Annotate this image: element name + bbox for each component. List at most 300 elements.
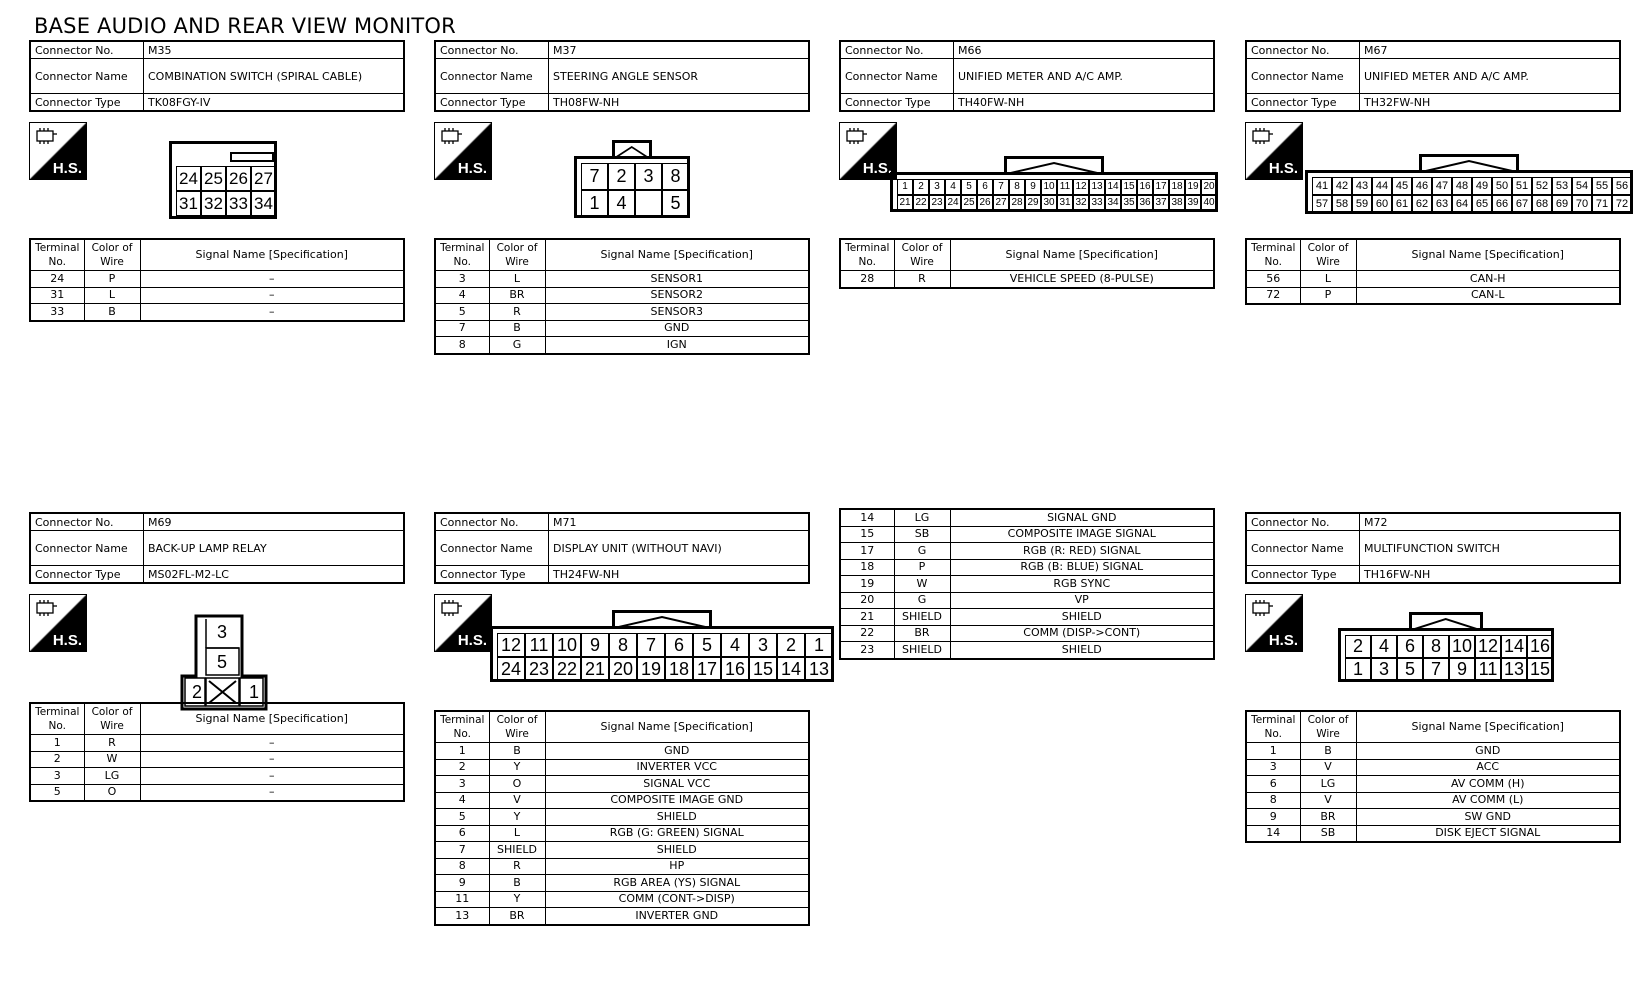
connector-pictogram-icon bbox=[1250, 126, 1274, 146]
pin-cell: 6 bbox=[977, 179, 993, 195]
wire-color-cell: W bbox=[84, 751, 140, 768]
connector-name-label: Connector Name bbox=[1246, 59, 1360, 94]
connector-type-value: TH24FW-NH bbox=[549, 566, 810, 584]
signal-cell: SENSOR1 bbox=[545, 271, 809, 288]
pin-cell: 26 bbox=[977, 195, 993, 211]
wire-color-cell: L bbox=[489, 271, 545, 288]
pin-cell: 12 bbox=[1073, 179, 1089, 195]
table-row bbox=[1246, 825, 1620, 842]
pin-cell: 22 bbox=[553, 657, 581, 681]
wire-color-cell: V bbox=[1300, 792, 1356, 809]
harness-side-icon bbox=[29, 594, 87, 652]
wire-color-cell: G bbox=[489, 337, 545, 354]
terminal-cell: 21 bbox=[840, 609, 894, 626]
terminal-cell: 2 bbox=[30, 751, 84, 768]
terminal-cell: 24 bbox=[30, 271, 84, 288]
terminal-cell: 56 bbox=[1246, 271, 1300, 288]
signal-cell: HP bbox=[545, 858, 809, 875]
pin-label: 5 bbox=[216, 652, 227, 672]
wire-color-cell: R bbox=[489, 304, 545, 321]
connector-header-table bbox=[29, 512, 405, 584]
wire-color-cell: G bbox=[894, 592, 950, 609]
terminal-no-header: Terminal No. bbox=[1246, 711, 1300, 743]
pin-cell: 28 bbox=[1009, 195, 1025, 211]
pin-cell: 24 bbox=[497, 657, 525, 681]
terminal-cell: 2 bbox=[435, 759, 489, 776]
table-row bbox=[435, 875, 809, 892]
harness-side-icon bbox=[1245, 122, 1303, 180]
table-row bbox=[435, 891, 809, 908]
connector-name-value: BACK-UP LAMP RELAY bbox=[144, 531, 405, 566]
table-row bbox=[30, 271, 404, 288]
pin-cell: 12 bbox=[497, 633, 525, 657]
pin-cell: 15 bbox=[1527, 658, 1553, 681]
terminal-cell: 6 bbox=[1246, 776, 1300, 793]
table-row bbox=[435, 842, 809, 859]
connector-face-diagram bbox=[1338, 612, 1554, 684]
connector-type-row bbox=[1246, 566, 1620, 584]
signal-table bbox=[434, 238, 810, 355]
table-row bbox=[435, 858, 809, 875]
table-row bbox=[1246, 776, 1620, 793]
pin-cell: 7 bbox=[637, 633, 665, 657]
pin-cell: 62 bbox=[1412, 195, 1432, 213]
signal-table-header bbox=[840, 239, 1214, 271]
pin-cell: 33 bbox=[1089, 195, 1105, 211]
pin-cell: 35 bbox=[1121, 195, 1137, 211]
pin-cell: 39 bbox=[1185, 195, 1201, 211]
wire-color-cell: G bbox=[894, 543, 950, 560]
pin-cell: 10 bbox=[1449, 635, 1475, 658]
table-row bbox=[435, 792, 809, 809]
connector-block-m71 bbox=[434, 512, 830, 922]
terminal-cell: 1 bbox=[435, 743, 489, 760]
connector-type-value: MS02FL-M2-LC bbox=[144, 566, 405, 584]
pin-cell: 20 bbox=[1201, 179, 1217, 195]
table-row bbox=[1246, 792, 1620, 809]
hs-label: H.S. bbox=[862, 160, 892, 177]
signal-name-header: Signal Name [Specification] bbox=[1356, 711, 1620, 743]
pin-cell: 9 bbox=[1025, 179, 1041, 195]
connector-name-value: STEERING ANGLE SENSOR bbox=[549, 59, 810, 94]
wire-color-cell: BR bbox=[489, 908, 545, 925]
signal-cell: CAN-L bbox=[1356, 287, 1620, 304]
signal-name-header: Signal Name [Specification] bbox=[140, 703, 404, 735]
pin-cell: 64 bbox=[1452, 195, 1472, 213]
terminal-cell: 13 bbox=[435, 908, 489, 925]
connector-block-m67 bbox=[1245, 40, 1629, 302]
terminal-cell: 1 bbox=[1246, 743, 1300, 760]
terminal-cell: 8 bbox=[435, 858, 489, 875]
hs-label: H.S. bbox=[457, 632, 487, 649]
signal-cell: RGB (G: GREEN) SIGNAL bbox=[545, 825, 809, 842]
pin-cell: 18 bbox=[1169, 179, 1185, 195]
terminal-cell: 6 bbox=[435, 825, 489, 842]
signal-table bbox=[1245, 238, 1621, 305]
hs-label: H.S. bbox=[1268, 632, 1298, 649]
connector-type-value: TH16FW-NH bbox=[1360, 566, 1621, 584]
pin-cell: 37 bbox=[1153, 195, 1169, 211]
pin-cell: 68 bbox=[1532, 195, 1552, 213]
connector-name-row bbox=[1246, 59, 1620, 94]
pin-cell bbox=[635, 190, 662, 217]
table-row bbox=[1246, 759, 1620, 776]
pin-cell: 1 bbox=[581, 190, 608, 217]
pin-cell: 17 bbox=[693, 657, 721, 681]
signal-cell: INVERTER VCC bbox=[545, 759, 809, 776]
wire-color-cell: W bbox=[894, 576, 950, 593]
pin-cell: 24 bbox=[945, 195, 961, 211]
connector-no-value: M37 bbox=[549, 41, 810, 59]
pin-cell: 4 bbox=[721, 633, 749, 657]
terminal-no-header: Terminal No. bbox=[840, 239, 894, 271]
connector-no-label: Connector No. bbox=[435, 41, 549, 59]
pin-cell: 32 bbox=[1073, 195, 1089, 211]
connector-no-row bbox=[435, 513, 809, 531]
signal-cell: RGB SYNC bbox=[950, 576, 1214, 593]
connector-block-m69 bbox=[29, 512, 405, 799]
connector-header-table bbox=[839, 40, 1215, 112]
wire-color-cell: BR bbox=[1300, 809, 1356, 826]
pin-cell: 10 bbox=[1041, 179, 1057, 195]
connector-header-table bbox=[434, 512, 810, 584]
pin-cell: 21 bbox=[581, 657, 609, 681]
pin-cell: 36 bbox=[1137, 195, 1153, 211]
wire-color-cell: P bbox=[1300, 287, 1356, 304]
connector-name-row bbox=[840, 59, 1214, 94]
pin-cell: 15 bbox=[1121, 179, 1137, 195]
pin-cell: 3 bbox=[929, 179, 945, 195]
signal-cell: – bbox=[140, 735, 404, 752]
pin-cell: 14 bbox=[1105, 179, 1121, 195]
connector-no-label: Connector No. bbox=[1246, 41, 1360, 59]
pin-cell: 6 bbox=[1397, 635, 1423, 658]
wire-color-cell: LG bbox=[1300, 776, 1356, 793]
table-row bbox=[435, 287, 809, 304]
pin-cell: 9 bbox=[581, 633, 609, 657]
signal-cell: – bbox=[140, 304, 404, 321]
pin-cell: 8 bbox=[609, 633, 637, 657]
pin-cell: 59 bbox=[1352, 195, 1372, 213]
terminal-cell: 11 bbox=[435, 891, 489, 908]
connector-block-m37 bbox=[434, 40, 810, 351]
wire-color-cell: Y bbox=[489, 759, 545, 776]
table-row bbox=[1246, 809, 1620, 826]
pin-cell: 11 bbox=[1475, 658, 1501, 681]
connector-type-label: Connector Type bbox=[1246, 566, 1360, 584]
signal-cell: AV COMM (H) bbox=[1356, 776, 1620, 793]
signal-cell: COMM (CONT->DISP) bbox=[545, 891, 809, 908]
hs-label: H.S. bbox=[52, 632, 82, 649]
table-row bbox=[435, 337, 809, 354]
terminal-cell: 31 bbox=[30, 287, 84, 304]
connector-name-value: UNIFIED METER AND A/C AMP. bbox=[954, 59, 1215, 94]
connector-no-label: Connector No. bbox=[1246, 513, 1360, 531]
pin-label: 3 bbox=[216, 622, 227, 642]
terminal-no-header: Terminal No. bbox=[435, 239, 489, 271]
pin-cell: 24 bbox=[176, 166, 201, 191]
signal-cell: COMM (DISP->CONT) bbox=[950, 625, 1214, 642]
connector-no-label: Connector No. bbox=[30, 41, 144, 59]
pin-cell: 16 bbox=[1137, 179, 1153, 195]
signal-table-header bbox=[30, 703, 404, 735]
pin-cell: 21 bbox=[897, 195, 913, 211]
pin-cell: 41 bbox=[1312, 177, 1332, 195]
connector-type-row bbox=[435, 94, 809, 112]
terminal-cell: 3 bbox=[30, 768, 84, 785]
pin-cell: 34 bbox=[1105, 195, 1121, 211]
pin-cell: 19 bbox=[637, 657, 665, 681]
pin-cell: 44 bbox=[1372, 177, 1392, 195]
signal-cell: VEHICLE SPEED (8-PULSE) bbox=[950, 271, 1214, 288]
terminal-cell: 5 bbox=[30, 784, 84, 801]
connector-name-row bbox=[30, 531, 404, 566]
connector-block-m72 bbox=[1245, 512, 1621, 840]
color-of-wire-header: Color of Wire bbox=[489, 711, 545, 743]
pin-cell: 31 bbox=[176, 191, 201, 216]
color-of-wire-header: Color of Wire bbox=[1300, 711, 1356, 743]
table-row bbox=[1246, 743, 1620, 760]
signal-name-header: Signal Name [Specification] bbox=[140, 239, 404, 271]
terminal-cell: 7 bbox=[435, 320, 489, 337]
connector-latch bbox=[1419, 154, 1519, 173]
table-row bbox=[435, 825, 809, 842]
wire-color-cell: P bbox=[894, 559, 950, 576]
connector-name-value: DISPLAY UNIT (WITHOUT NAVI) bbox=[549, 531, 810, 566]
wire-color-cell: SHIELD bbox=[894, 642, 950, 659]
harness-side-icon bbox=[434, 122, 492, 180]
pin-cell: 3 bbox=[749, 633, 777, 657]
terminal-cell: 3 bbox=[435, 271, 489, 288]
terminal-cell: 9 bbox=[1246, 809, 1300, 826]
table-row bbox=[840, 625, 1214, 642]
connector-header-table bbox=[1245, 512, 1621, 584]
hs-label: H.S. bbox=[52, 160, 82, 177]
connector-latch bbox=[230, 152, 274, 162]
signal-name-header: Signal Name [Specification] bbox=[1356, 239, 1620, 271]
pin-cell: 22 bbox=[913, 195, 929, 211]
signal-cell: INVERTER GND bbox=[545, 908, 809, 925]
connector-pictogram-icon bbox=[34, 126, 58, 146]
signal-cell: SHIELD bbox=[545, 809, 809, 826]
signal-table bbox=[29, 702, 405, 802]
terminal-no-header: Terminal No. bbox=[30, 703, 84, 735]
terminal-cell: 5 bbox=[435, 304, 489, 321]
pin-cell: 29 bbox=[1025, 195, 1041, 211]
connector-type-label: Connector Type bbox=[30, 566, 144, 584]
table-row bbox=[1246, 271, 1620, 288]
harness-side-icon bbox=[29, 122, 87, 180]
pin-cell: 20 bbox=[609, 657, 637, 681]
connector-name-row bbox=[435, 59, 809, 94]
signal-cell: IGN bbox=[545, 337, 809, 354]
connector-name-value: COMBINATION SWITCH (SPIRAL CABLE) bbox=[144, 59, 405, 94]
table-row bbox=[1246, 287, 1620, 304]
pin-cell: 50 bbox=[1492, 177, 1512, 195]
pin-cell: 7 bbox=[1423, 658, 1449, 681]
table-row bbox=[435, 908, 809, 925]
pin-cell: 10 bbox=[553, 633, 581, 657]
pin-cell: 53 bbox=[1552, 177, 1572, 195]
signal-cell: RGB (R: RED) SIGNAL bbox=[950, 543, 1214, 560]
connector-name-value: MULTIFUNCTION SWITCH bbox=[1360, 531, 1621, 566]
table-row bbox=[840, 609, 1214, 626]
terminal-no-header: Terminal No. bbox=[435, 711, 489, 743]
connector-housing bbox=[490, 626, 834, 682]
signal-cell: SHIELD bbox=[950, 642, 1214, 659]
signal-cell: AV COMM (L) bbox=[1356, 792, 1620, 809]
wire-color-cell: B bbox=[1300, 743, 1356, 760]
connector-header-table bbox=[1245, 40, 1621, 112]
pin-cell: 8 bbox=[1009, 179, 1025, 195]
pin-cell: 33 bbox=[226, 191, 251, 216]
pin-cell: 45 bbox=[1392, 177, 1412, 195]
connector-latch bbox=[612, 140, 651, 159]
harness-side-icon bbox=[839, 122, 897, 180]
connector-type-label: Connector Type bbox=[840, 94, 954, 112]
connector-name-label: Connector Name bbox=[435, 531, 549, 566]
pin-cell: 67 bbox=[1512, 195, 1532, 213]
terminal-cell: 33 bbox=[30, 304, 84, 321]
connector-type-value: TH08FW-NH bbox=[549, 94, 810, 112]
pin-cell: 60 bbox=[1372, 195, 1392, 213]
connector-no-value: M67 bbox=[1360, 41, 1621, 59]
pin-cell: 61 bbox=[1392, 195, 1412, 213]
connector-pictogram-icon bbox=[34, 598, 58, 618]
connector-housing bbox=[574, 156, 690, 218]
connector-block-m66 bbox=[839, 40, 1215, 285]
pin-cell: 70 bbox=[1572, 195, 1592, 213]
signal-table-header bbox=[1246, 239, 1620, 271]
terminal-cell: 18 bbox=[840, 559, 894, 576]
terminal-cell: 8 bbox=[1246, 792, 1300, 809]
connector-no-value: M69 bbox=[144, 513, 405, 531]
connector-no-row bbox=[30, 41, 404, 59]
pin-cell: 11 bbox=[1057, 179, 1073, 195]
pin-cell: 25 bbox=[961, 195, 977, 211]
connector-housing bbox=[1338, 628, 1554, 682]
signal-name-header: Signal Name [Specification] bbox=[545, 711, 809, 743]
connector-type-value: TK08FGY-IV bbox=[144, 94, 405, 112]
signal-cell: – bbox=[140, 768, 404, 785]
table-row bbox=[30, 784, 404, 801]
table-row bbox=[840, 509, 1214, 526]
hs-label: H.S. bbox=[1268, 160, 1298, 177]
signal-table-header bbox=[1246, 711, 1620, 743]
table-row bbox=[435, 304, 809, 321]
wire-color-cell: LG bbox=[894, 509, 950, 526]
signal-cell: SENSOR3 bbox=[545, 304, 809, 321]
pin-cell: 54 bbox=[1572, 177, 1592, 195]
pin-cell: 14 bbox=[1501, 635, 1527, 658]
wire-color-cell: R bbox=[489, 858, 545, 875]
table-row bbox=[840, 642, 1214, 659]
signal-table bbox=[29, 238, 405, 322]
connector-type-row bbox=[30, 566, 404, 584]
pin-cell: 5 bbox=[1397, 658, 1423, 681]
pin-cell: 55 bbox=[1592, 177, 1612, 195]
signal-cell: SHIELD bbox=[545, 842, 809, 859]
pin-cell: 13 bbox=[1501, 658, 1527, 681]
pin-cell: 3 bbox=[1371, 658, 1397, 681]
pin-cell: 7 bbox=[581, 163, 608, 190]
connector-name-label: Connector Name bbox=[30, 59, 144, 94]
terminal-cell: 5 bbox=[435, 809, 489, 826]
pin-cell: 58 bbox=[1332, 195, 1352, 213]
wire-color-cell: P bbox=[84, 271, 140, 288]
connector-no-label: Connector No. bbox=[435, 513, 549, 531]
signal-name-header: Signal Name [Specification] bbox=[545, 239, 809, 271]
connector-name-row bbox=[1246, 531, 1620, 566]
signal-cell: DISK EJECT SIGNAL bbox=[1356, 825, 1620, 842]
connector-name-label: Connector Name bbox=[840, 59, 954, 94]
wire-color-cell: SHIELD bbox=[894, 609, 950, 626]
pin-cell: 46 bbox=[1412, 177, 1432, 195]
pin-cell: 63 bbox=[1432, 195, 1452, 213]
hs-label: H.S. bbox=[457, 160, 487, 177]
wire-color-cell: SB bbox=[1300, 825, 1356, 842]
harness-side-icon bbox=[434, 594, 492, 652]
pin-cell: 51 bbox=[1512, 177, 1532, 195]
harness-side-icon bbox=[1245, 594, 1303, 652]
pin-cell: 5 bbox=[693, 633, 721, 657]
wire-color-cell: L bbox=[1300, 271, 1356, 288]
terminal-cell: 14 bbox=[1246, 825, 1300, 842]
wire-color-cell: V bbox=[489, 792, 545, 809]
pin-cell: 65 bbox=[1472, 195, 1492, 213]
terminal-cell: 28 bbox=[840, 271, 894, 288]
pin-cell: 16 bbox=[721, 657, 749, 681]
terminal-cell: 22 bbox=[840, 625, 894, 642]
signal-cell: – bbox=[140, 751, 404, 768]
terminal-cell: 1 bbox=[30, 735, 84, 752]
pin-cell: 14 bbox=[777, 657, 805, 681]
wire-color-cell: Y bbox=[489, 891, 545, 908]
table-row bbox=[30, 735, 404, 752]
connector-no-value: M71 bbox=[549, 513, 810, 531]
terminal-no-header: Terminal No. bbox=[1246, 239, 1300, 271]
connector-no-value: M72 bbox=[1360, 513, 1621, 531]
signal-cell: VP bbox=[950, 592, 1214, 609]
signal-cell: – bbox=[140, 287, 404, 304]
connector-name-label: Connector Name bbox=[435, 59, 549, 94]
color-of-wire-header: Color of Wire bbox=[489, 239, 545, 271]
pin-cell: 4 bbox=[945, 179, 961, 195]
wire-color-cell: LG bbox=[84, 768, 140, 785]
pin-cell: 66 bbox=[1492, 195, 1512, 213]
signal-cell: COMPOSITE IMAGE SIGNAL bbox=[950, 526, 1214, 543]
terminal-cell: 9 bbox=[435, 875, 489, 892]
wire-color-cell: L bbox=[84, 287, 140, 304]
signal-cell: SIGNAL GND bbox=[950, 509, 1214, 526]
wire-color-cell: B bbox=[489, 875, 545, 892]
pin-cell: 43 bbox=[1352, 177, 1372, 195]
pin-cell: 19 bbox=[1185, 179, 1201, 195]
terminal-cell: 14 bbox=[840, 509, 894, 526]
signal-cell: RGB (B: BLUE) SIGNAL bbox=[950, 559, 1214, 576]
connector-name-value: UNIFIED METER AND A/C AMP. bbox=[1360, 59, 1621, 94]
connector-housing bbox=[169, 141, 277, 219]
table-row bbox=[30, 751, 404, 768]
connector-housing bbox=[1305, 170, 1633, 214]
terminal-cell: 4 bbox=[435, 287, 489, 304]
signal-table bbox=[839, 508, 1215, 660]
connector-face-diagram bbox=[574, 140, 690, 220]
color-of-wire-header: Color of Wire bbox=[1300, 239, 1356, 271]
pin-cell: 72 bbox=[1612, 195, 1632, 213]
connector-type-row bbox=[30, 94, 404, 112]
connector-no-value: M66 bbox=[954, 41, 1215, 59]
